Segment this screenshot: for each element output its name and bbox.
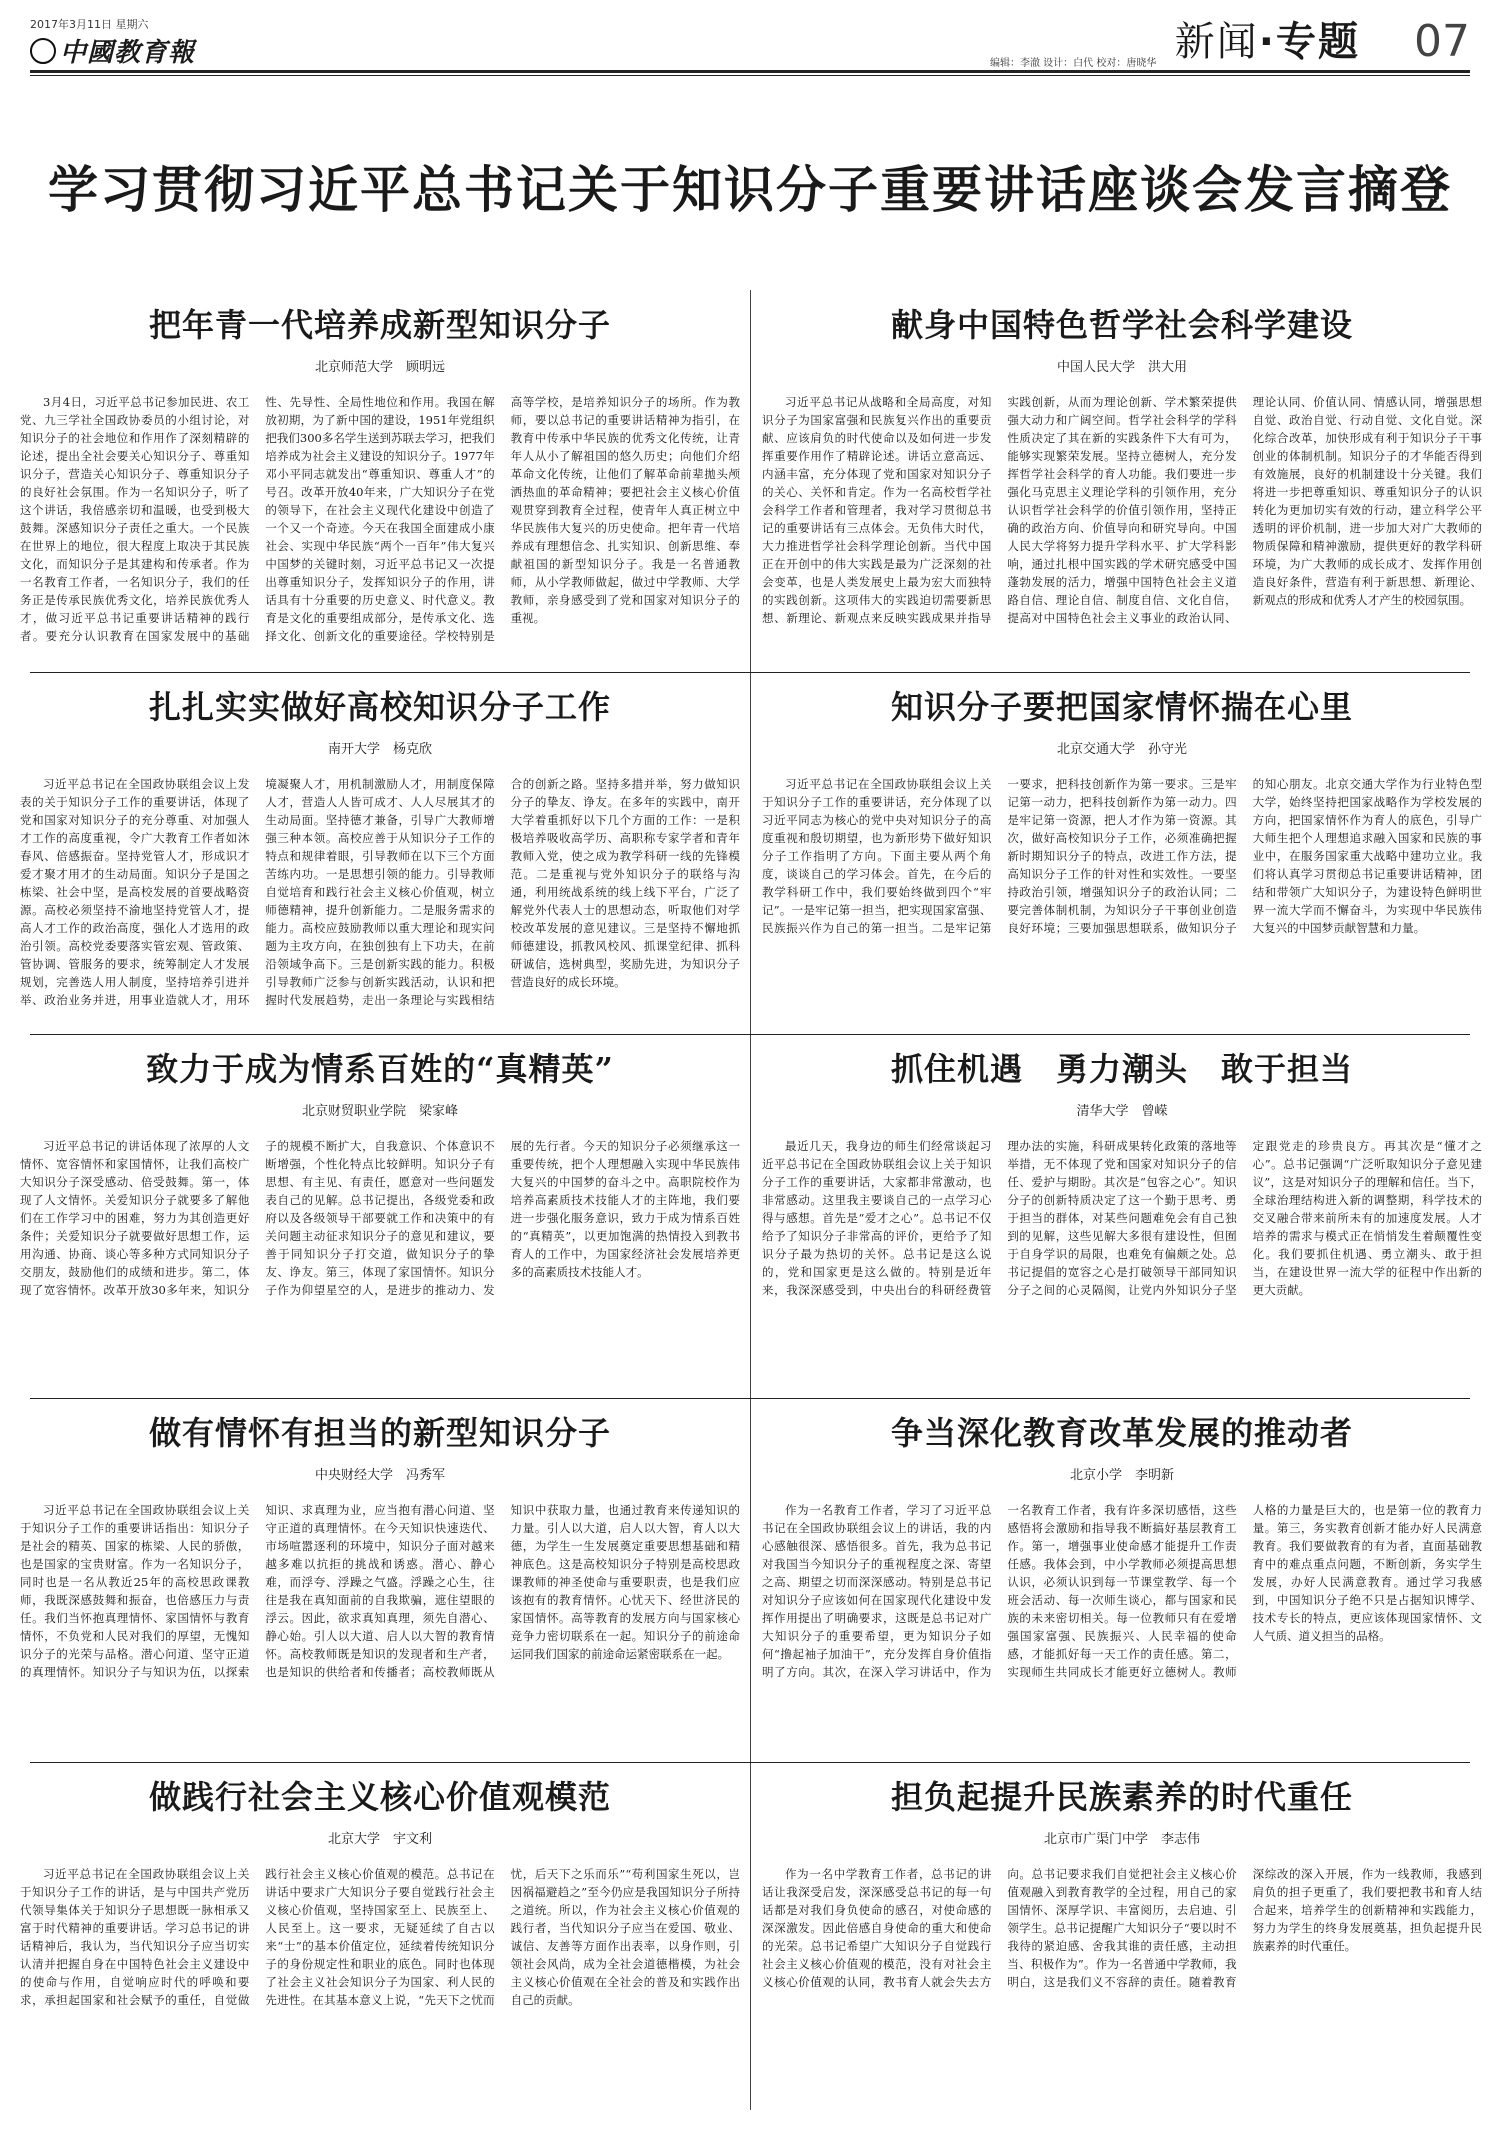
article-body: 习近平总书记在全国政协联组会议上关于知识分子工作的讲话，是与中国共产党历代领导集体关于知识分子思想既一脉相承又富于时代精神的重要讲话。学习总书记的讲话精神后，我认为，当代知识分子应当切实认清并把握自身在中国特色社会主义建设中的使命与作用，自觉响应时代的呼唤和要求，承担起国家和社会赋予的重任，自觉做践行社会主义核心价值观的模范。总书记在讲话中要求广大知识分子要自觉践行社会主义核心价值观，坚持国家至上、民族至上、人民至上。这一要求，无疑延续了自古以来“士”的基本价值定位，延续着传统知识分子的身份规定性和职业的底色。同时也体现了社会主义社会知识分子为国家、利人民的先进性。在其基本意义上说，“先天下之忧而忧，后天下之乐而乐”“苟利国家生死以，岂因祸福避趋之”至今仍应是我国知识分子所持之道统。所以，作为社会主义核心价值观的践行者，当代知识分子应当在爱国、敬业、诚信、友善等方面作出表率，以身作则，引领社会风尚，成为全社会道德楷模，为社会主义核心价值观在全社会的普及和实践作出自己的贡献。 [20, 1867, 740, 2007]
article-7 [20, 1408, 740, 1789]
article-title: 争当深化教育改革发展的推动者 [890, 1414, 1353, 1452]
article-1 [20, 300, 740, 681]
article-title: 担负起提升民族素养的时代重任 [890, 1778, 1353, 1816]
article-title: 献身中国特色哲学社会科学建设 [890, 306, 1353, 344]
article-title: 做践行社会主义核心价值观模范 [148, 1778, 611, 1816]
article-body: 习近平总书记从战略和全局高度，对知识分子为国家富强和民族复兴作出的重要贡献、应该肩负的时代使命以及如何进一步发挥重要作用作了精辟论述。讲话立意高远、内涵丰富，充分体现了党和国家对知识分子的关心、关怀和肯定。作为一名高校哲学社会科学工作者和管理者，我对学习贯彻总书记的重要讲话有三点体会。无负伟大时代，大力推进哲学社会科学理论创新。当代中国正在开创中的伟大实践是最为广泛深刻的社会变革，也是人类发展史上最为宏大而独特的实践创新。这项伟大的实践迫切需要新思想、新理论、新观点来反映实践成果并指导实践创新，从而为理论创新、学术繁荣提供强大动力和广阔空间。哲学社会科学的学科性质决定了其在新的实践条件下大有可为，能够实现繁荣发展。坚持立德树人，充分发挥哲学社会科学的育人功能。我们要进一步强化马克思主义理论学科的引领作用，充分认识哲学社会科学的价值引领作用，坚持正确的政治方向、价值导向和研究导向。中国人民大学将努力提升学科水平、扩大学科影响，通过扎根中国实践的学术研究感受中国蓬勃发展的活力，增强中国特色社会主义道路自信、理论自信、制度自信、文化自信，提高对中国特色社会主义事业的政治认同、理论认同、价值认同、情感认同，增强思想自觉、政治自觉、行动自觉、文化自觉。深化综合改革，加快形成有利于知识分子干事创业的体制机制。知识分子的才华能否得到有效施展，良好的机制建设十分关键。我们将进一步把尊重知识、尊重知识分子的认识转化为更加切实有效的行动，建立科学公平透明的评价机制，进一步加大对广大教师的物质保障和精神激励，提供更好的教学科研环境，为广大教师的成长成才、发挥作用创造良好条件，营造有利于新思想、新理论、新观点的形成和优秀人才产生的校园氛围。 [762, 395, 1482, 625]
section-news: 新闻 [1174, 19, 1259, 65]
article-author: 北京大学 宇文利 [327, 1832, 432, 1847]
article-author: 中国人民大学 洪大用 [1056, 360, 1187, 375]
article-8 [762, 1408, 1482, 1789]
article-body: 作为一名中学教育工作者，总书记的讲话让我深受启发，深深感受总书记的每一句话都是对我们身负使命的感召，对使命感的深深激发。因此倍感自身使命的重大和使命的光荣。总书记希望广大知识分子自觉践行社会主义核心价值观的模范，没有对社会主义核心价值观的认同，教书育人就会失去方向。总书记要求我们自觉把社会主义核心价值观融入到教育教学的全过程，用自己的家国情怀、深厚学识、丰富阅历，去启迪、引领学生。总书记提醒广大知识分子“要以时不我待的紧迫感、舍我其谁的责任感，主动担当、积极作为”。作为一名普通中学教师，我明白，这是我们义不容辞的责任。随着教育深综改的深入开展，作为一线教师，我感到肩负的担子更重了，我们要把教书和育人结合起来，培养学生的创新精神和实践能力，努力为学生的终身发展奠基，担负起提升民族素养的时代重任。 [762, 1867, 1482, 1989]
editor-credits: 编辑：李澈 设计：白代 校对：唐晓华 [990, 58, 1157, 69]
article-title: 抓住机遇 勇力潮头 敢于担当 [890, 1050, 1353, 1088]
article-body: 习近平总书记在全国政协联组会议上发表的关于知识分子工作的重要讲话，体现了党和国家对知识分子的充分尊重、对加强人才工作的高度重视，令广大教育工作者如沐春风、倍感振奋。坚持党管人才，形成识才爱才聚才用才的生动局面。知识分子是国之栋梁、社会中坚，是高校发展的首要战略资源。高校必须坚持不渝地坚持党管人才，提高人才工作的政治高度，强化人才选用的政治引领。高校党委要落实管宏观、管政策、管协调、管服务的要求，统筹制定人才发展规划，完善选人用人制度，坚持培养引进并举、政治业务并进，用事业造就人才，用环境凝聚人才，用机制激励人才，用制度保障人才，营造人人皆可成才、人人尽展其才的生动局面。坚持德才兼备，引导广大教师增强三种本领。高校应善于从知识分子工作的特点和规律着眼，引导教师在以下三个方面苦练内功。一是思想引领的能力。引导教师自觉培育和践行社会主义核心价值观，树立师德精神，提升创新能力。二是服务需求的能力。高校应鼓励教师以重大理论和现实问题为主攻方向，在独创独有上下功夫，在前沿领域争高下。三是创新实践的能力。积极引导教师广泛参与创新实践活动，认识和把握时代发展趋势，走出一条理论与实践相结合的创新之路。坚持多措并举，努力做知识分子的挚友、诤友。在多年的实践中，南开大学着重抓好以下几个方面的工作：一是积极培养吸收高学历、高职称专家学者和青年教师入党，使之成为教学科研一线的先锋模范。二是重视与党外知识分子的联络与沟通，利用统战系统的线上线下平台，广泛了解党外代表人士的思想动态，听取他们对学校改革发展的意见建议。三是坚持不懈地抓师德建设，抓教风校风、抓课堂纪律、抓科研诚信，选树典型，奖励先进，为知识分子营造良好的成长环境。 [20, 777, 740, 1007]
article-author: 南开大学 杨克欣 [327, 742, 432, 757]
article-5 [20, 1044, 740, 1425]
article-body: 作为一名教育工作者，学习了习近平总书记在全国政协联组会议上的讲话，我的内心感触很深、感悟很多。首先，我为总书记对我国当今知识分子的重视程度之深、寄望之高、期望之切而深深感动。特别是总书记对知识分子应该如何在国家现代化建设中发挥作用提出了明确要求，这既是总书记对广大知识分子的重要希望，更为知识分子如何“撸起袖子加油干”，充分发挥自身价值指明了方向。其次，在深入学习讲话中，作为一名教育工作者，我有许多深切感悟，这些感悟将会激励和指导我不断搞好基层教育工作。第一，增强事业使命感才能提升工作责任感。我体会到，中小学教师必须提高思想认识，必须认识到每一节课堂教学、每一个班会活动、每一次师生谈心，都与国家和民族的未来密切相关。每一位教师只有在爱增强国家富强、民族振兴、人民幸福的使命感，才能抓好每一天工作的责任感。第二，实现师生共同成长才能更好立德树人。教师人格的力量是巨大的，也是第一位的教育力量。第三，务实教育创新才能办好人民满意教育。我们要做教育的有为者，直面基础教育中的难点重点问题，不断创新，务实学生发展，办好人民满意教育。通过学习我感到，中国知识分子绝不只是占据知识博学、技术专长的特点，更应该体现国家情怀、文人气质、道义担当的品格。 [762, 1503, 1482, 1679]
page-number: 07 [1414, 16, 1470, 67]
masthead-rule [30, 70, 1470, 73]
newspaper-logo [30, 32, 195, 69]
article-author: 清华大学 曾嵘 [1076, 1104, 1168, 1119]
column-divider [750, 290, 751, 2110]
article-6 [762, 1044, 1482, 1425]
logo-emblem-icon [30, 38, 56, 64]
article-4 [762, 682, 1482, 1063]
article-title: 做有情怀有担当的新型知识分子 [148, 1414, 611, 1452]
article-author: 北京师范大学 顾明远 [314, 360, 445, 375]
article-body: 习近平总书记在全国政协联组会议上关于知识分子工作的重要讲话指出：知识分子是社会的精英、国家的栋梁、人民的骄傲，也是国家的宝贵财富。作为一名知识分子，同时也是一名从教近25年的高校思政课教师，我既深感鼓舞和振奋，也倍感压力与责任。我们当怀抱真理情怀、家国情怀与教育情怀，不负党和人民对我们的厚望，无愧知识分子的光荣与品格。潜心问道、坚守正道的真理情怀。知识分子与知识为伍，以探索知识、求真理为业，应当抱有潜心问道、坚守正道的真理情怀。在今天知识快速迭代、市场喧嚣逐利的环境中，知识分子面对越来越多难以抗拒的挑战和诱惑。潜心、静心难，而浮夸、浮躁之气盛。浮躁之心生，往往是我在真知面前的自我欺骗，遮住望眼的浮云。因此，欲求真知真理，须先自潜心、静心始。引人以大道、启人以大智的教育情怀。高校教师既是知识的发现者和生产者，也是知识的供给者和传播者；高校教师既从知识中获取力量，也通过教育来传递知识的力量。引人以大道，启人以大智，育人以大德，为学生一生发展奠定重要思想基础和精神底色。这是高校知识分子特别是高校思政课教师的神圣使命与重要职责，也是我们应该抱有的教育情怀。心忧天下、经世济民的家国情怀。高等教育的发展方向与国家核心竞争力密切联系在一起。知识分子的前途命运同我们国家的前途命运紧密联系在一起。 [20, 1503, 740, 1679]
article-body: 习近平总书记的讲话体现了浓厚的人文情怀、宽容情怀和家国情怀，让我们高校广大知识分子深受感动、倍受鼓舞。第一，体现了人文情怀。关爱知识分子就要多了解他们在工作学习中的困难，努力为其创造更好条件；关爱知识分子就要做好思想工作，运用沟通、协商、谈心等多种方式同知识分子交朋友，鼓励他们的成绩和进步。第二，体现了宽容情怀。改革开放30多年来，知识分子的规模不断扩大，自我意识、个体意识不断增强，个性化特点比较鲜明。知识分子有思想、有主见、有责任，愿意对一些问题发表自己的见解。总书记提出，各级党委和政府以及各级领导干部要就工作和决策中的有关问题主动征求知识分子的意见和建议，要善于同知识分子打交道，做知识分子的挚友、诤友。第三，体现了家国情怀。知识分子作为仰望星空的人，是进步的推动力、发展的先行者。今天的知识分子必须继承这一重要传统，把个人理想融入实现中华民族伟大复兴的中国梦的奋斗之中。高职院校作为培养高素质技术技能人才的主阵地，我们要进一步强化服务意识，致力于成为情系百姓的“真精英”，以更加饱满的热情投入到教书育人的工作中，为国家经济社会发展培养更多的高素质技术技能人才。 [20, 1139, 740, 1297]
article-author: 北京小学 李明新 [1069, 1468, 1174, 1483]
article-body: 最近几天，我身边的师生们经常谈起习近平总书记在全国政协联组会议上关于知识分子工作的重要讲话，大家都非常激动，也非常感动。这里我主要谈自己的一点学习心得与感想。首先是“爱才之心”。总书记不仅给予了知识分子非常高的评价，更给予了知识分子最为热切的关怀。总书记是这么说的，党和国家更是这么做的。特别是近年来，我深深感受到，中央出台的科研经费管理办法的实施，科研成果转化政策的落地等举措，无不体现了党和国家对知识分子的信任、爱护与期盼。其次是“包容之心”。知识分子的创新特质决定了这一个勤于思考、勇于担当的群体，对某些问题难免会有自己独到的见解，这些见解大多很有建设性，但囿于自身学识的局限，也难免有偏颇之处。总书记提倡的宽容之心是打破领导干部同知识分子之间的心灵隔阂，让党内外知识分子坚定跟党走的珍贵良方。再其次是“懂才之心”。总书记强调“广泛听取知识分子意见建议”，这是对知识分子的理解和信任。当下，全球治理结构进入新的调整期，科学技术的交叉融合带来前所未有的加速度发展。人才培养的需求与模式正在悄悄发生着颠覆性变化。我们要抓住机遇、勇立潮头、敢于担当，在建设世界一流大学的征程中作出新的更大贡献。 [762, 1139, 1482, 1297]
article-title: 把年青一代培养成新型知识分子 [148, 306, 611, 344]
article-author: 中央财经大学 冯秀军 [314, 1468, 445, 1483]
article-body: 3月4日，习近平总书记参加民进、农工党、九三学社全国政协委员的小组讨论，对知识分子的社会地位和作用作了深刻精辟的论述，提出全社会要关心知识分子、尊重知识分子，营造关心知识分子、尊重知识分子的良好社会氛围。作为一名知识分子，听了这个讲话，我倍感亲切和温暖，也受到极大鼓舞。深感知识分子责任之重大。一个民族在世界上的地位，很大程度上取决于其民族文化，而知识分子是其建构和传承者。作为一名教育工作者，一名知识分子，我们的任务正是传承民族优秀文化，培养民族优秀人才，做习近平总书记重要讲话精神的践行者。要充分认识教育在国家发展中的基础性、先导性、全局性地位和作用。我国在解放初期，为了新中国的建设，1951年党组织把我们300多名学生送到苏联去学习，把我们培养成为社会主义建设的知识分子。1977年邓小平同志就发出“尊重知识、尊重人才”的号召。改革开放40年来，广大知识分子在党的领导下，在社会主义现代化建设中创造了一个又一个奇迹。今天在我国全面建成小康社会、实现中华民族“两个一百年”伟大复兴中国梦的关键时刻，习近平总书记又一次提出尊重知识分子，发挥知识分子的作用，讲话具有十分重要的历史意义、时代意义。教育是文化的重要组成部分，是传承文化、选择文化、创新文化的重要途径。学校特别是高等学校，是培养知识分子的场所。作为教师，要以总书记的重要讲话精神为指引，在教育中传承中华民族的优秀文化传统，让青年人从小了解祖国的悠久历史；向他们介绍革命文化传统，让他们了解革命前辈拋头颅洒热血的革命精神；要把社会主义核心价值观贯穿到教育全过程，使青年人真正树立中华民族伟大复兴的历史使命。把年青一代培养成有理想信念、扎实知识、创新思维、奉献祖国的新型知识分子。我是一名普通教师，从小学教师做起，做过中学教师、大学教师，亲身感受到了党和国家对知识分子的重视。 [20, 395, 740, 643]
article-10 [762, 1772, 1482, 2135]
section-dot: · [1258, 19, 1276, 65]
article-author: 北京市广渠门中学 李志伟 [1043, 1832, 1200, 1847]
article-title: 知识分子要把国家情怀揣在心里 [890, 688, 1353, 726]
article-title: 扎扎实实做好高校知识分子工作 [148, 688, 611, 726]
page-title: 学习贯彻习近平总书记关于知识分子重要讲话座谈会发言摘登 [48, 160, 1452, 219]
section-label [1175, 10, 1360, 67]
article-author: 北京交通大学 孙守光 [1056, 742, 1187, 757]
article-author: 北京财贸职业学院 梁家峰 [301, 1104, 458, 1119]
issue-date: 2017年3月11日 星期六 [30, 18, 149, 31]
masthead-rule-thin [30, 75, 1470, 76]
article-body: 习近平总书记在全国政协联组会议上关于知识分子工作的重要讲话，充分体现了以习近平同志为核心的党中央对知识分子的高度重视和殷切期望，也为新形势下做好知识分子工作指明了方向。下面主要从两个角度，谈谈自己的学习体会。首先，在今后的教学科研工作中，我们要始终做到四个“牢记”。一是牢记第一担当，把实现国家富强、民族振兴作为自己的第一担当。二是牢记第一要求，把科技创新作为第一要求。三是牢记第一动力，把科技创新作为第一动力。四是牢记第一资源，把人才作为第一资源。其次，做好高校知识分子工作，必须准确把握新时期知识分子的特点，改进工作方法，提高知识分子工作的针对性和实效性。一要坚持政治引领，增强知识分子的政治认同；二要完善体制机制，为知识分子干事创业创造良好环境；三要加强思想联系，做知识分子的知心朋友。北京交通大学作为行业特色型大学，始终坚持把国家战略作为学校发展的方向，把国家情怀作为育人的底色，引导广大师生把个人理想追求融入国家和民族的事业中，在服务国家重大战略中建功立业。我们将认真学习贯彻总书记重要讲话精神，团结和带领广大知识分子，为建设特色鲜明世界一流大学而不懈奋斗，为实现中华民族伟大复兴的中国梦贡献智慧和力量。 [762, 777, 1482, 935]
section-special: 专题 [1276, 19, 1360, 65]
article-9 [20, 1772, 740, 2135]
article-title: 致力于成为情系百姓的“真精英” [146, 1050, 614, 1088]
article-2 [762, 300, 1482, 681]
masthead [30, 6, 1470, 70]
logo-text: 中國教育報 [60, 38, 196, 68]
article-3 [20, 682, 740, 1063]
